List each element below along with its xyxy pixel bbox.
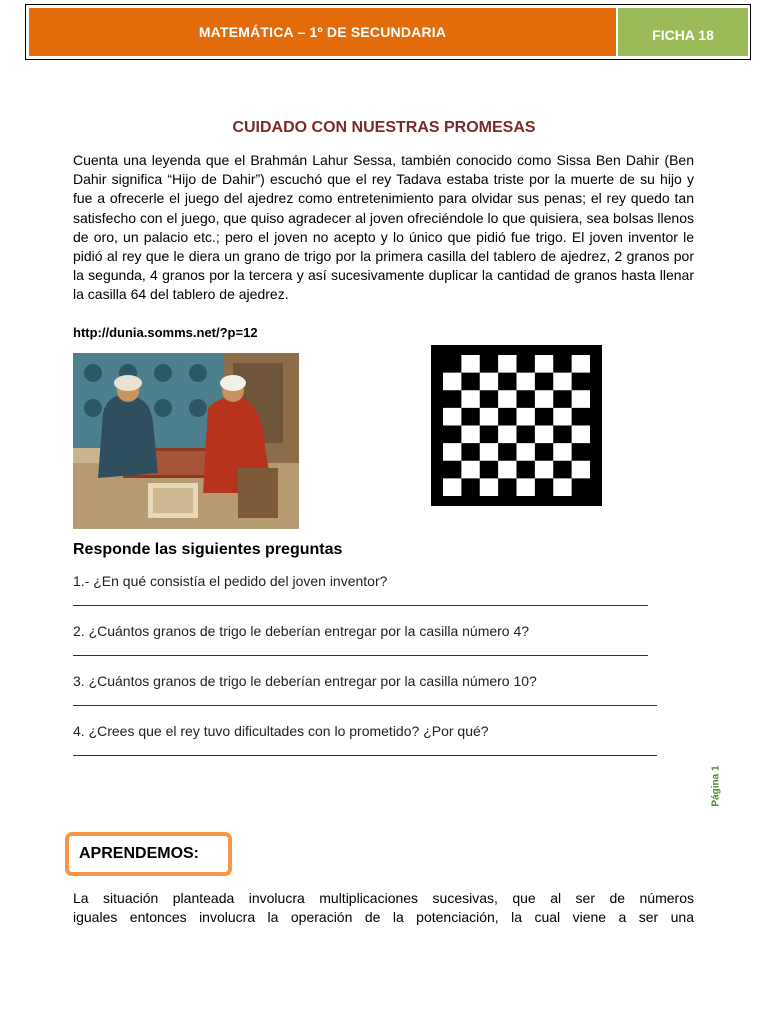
board-square <box>498 373 516 391</box>
learn-line-2: iguales entonces involucra la operación de la potenciación, la cual viene a ser una <box>73 909 694 926</box>
board-square <box>517 426 535 444</box>
story-paragraph: Cuenta una leyenda que el Brahmán Lahur Sessa, también conocido como Sissa Ben Dahir (Ben Dahir significa “Hijo de Dahir”) escuchó que el rey Tadava estaba triste por la muerte de su hijo y fue a ofrecerle el juego del ajedrez como entretenimiento para olvidar sus penas; el rey quedo tan satisfecho con el juego, que quiso agradecer al joven ofreciéndole lo que quisiera, sea bolsas llenos de oro, un palacio etc.; pero el joven no acepto y lo único que pidió fue trigo. El joven inventor le pidió al rey que le diera un grano de trigo por la primera casilla del tablero de ajedrez, 2 granos por la segunda, 4 granos por la tercera y así sucesivamente duplicar la cantidad de granos hasta llenar la casilla 64 del tablero de ajedrez. <box>73 152 694 303</box>
board-square <box>480 461 498 479</box>
board-square <box>535 443 553 461</box>
page-title: CUIDADO CON NUESTRAS PROMESAS <box>232 119 536 136</box>
board-square <box>498 408 516 426</box>
board-square <box>480 390 498 408</box>
chessboard-image <box>431 345 602 506</box>
board-square <box>535 373 553 391</box>
board-square <box>572 478 590 496</box>
board-square <box>553 426 571 444</box>
board-square <box>572 408 590 426</box>
header-subject: MATEMÁTICA – 1º DE SECUNDARIA <box>29 8 616 56</box>
board-square <box>443 426 461 444</box>
board-square <box>553 355 571 373</box>
board-square <box>535 478 553 496</box>
board-square <box>443 390 461 408</box>
question-2: 2. ¿Cuántos granos de trigo le deberían entregar por la casilla número 4? <box>73 623 530 639</box>
board-square <box>443 461 461 479</box>
questions-heading: Responde las siguientes preguntas <box>73 541 343 558</box>
board-square <box>535 408 553 426</box>
answer-line-2[interactable] <box>73 655 648 656</box>
board-square <box>517 355 535 373</box>
answer-line-1[interactable] <box>73 605 648 606</box>
board-square <box>572 443 590 461</box>
board-square <box>517 390 535 408</box>
source-link[interactable]: http://dunia.somms.net/?p=12 <box>73 325 258 340</box>
board-square <box>498 443 516 461</box>
learn-box <box>65 832 232 876</box>
answer-line-3[interactable] <box>73 705 657 706</box>
board-square <box>553 390 571 408</box>
page-number <box>706 762 726 810</box>
board-square <box>498 478 516 496</box>
board-square <box>480 355 498 373</box>
board-square <box>461 478 479 496</box>
question-3: 3. ¿Cuántos granos de trigo le deberían entregar por la casilla número 10? <box>73 673 537 689</box>
board-square <box>517 461 535 479</box>
board-square <box>461 443 479 461</box>
board-square <box>572 373 590 391</box>
board-square <box>553 461 571 479</box>
header-sheet-number: FICHA 18 <box>618 8 748 56</box>
answer-line-4[interactable] <box>73 755 657 756</box>
question-1: 1.- ¿En qué consistía el pedido del joven inventor? <box>73 573 388 589</box>
board-square <box>443 355 461 373</box>
learn-paragraph <box>73 889 694 927</box>
chess-players-painting <box>73 353 299 529</box>
learn-line-1: La situación planteada involucra multiplicaciones sucesivas, que al ser de números <box>73 890 694 906</box>
header-bar <box>25 4 751 60</box>
page-number-label: Página 1 <box>710 765 722 807</box>
board-square <box>461 408 479 426</box>
board-square <box>480 426 498 444</box>
question-4: 4. ¿Crees que el rey tuvo dificultades con lo prometido? ¿Por qué? <box>73 723 489 739</box>
board-square <box>461 373 479 391</box>
learn-label: APRENDEMOS: <box>79 845 200 862</box>
